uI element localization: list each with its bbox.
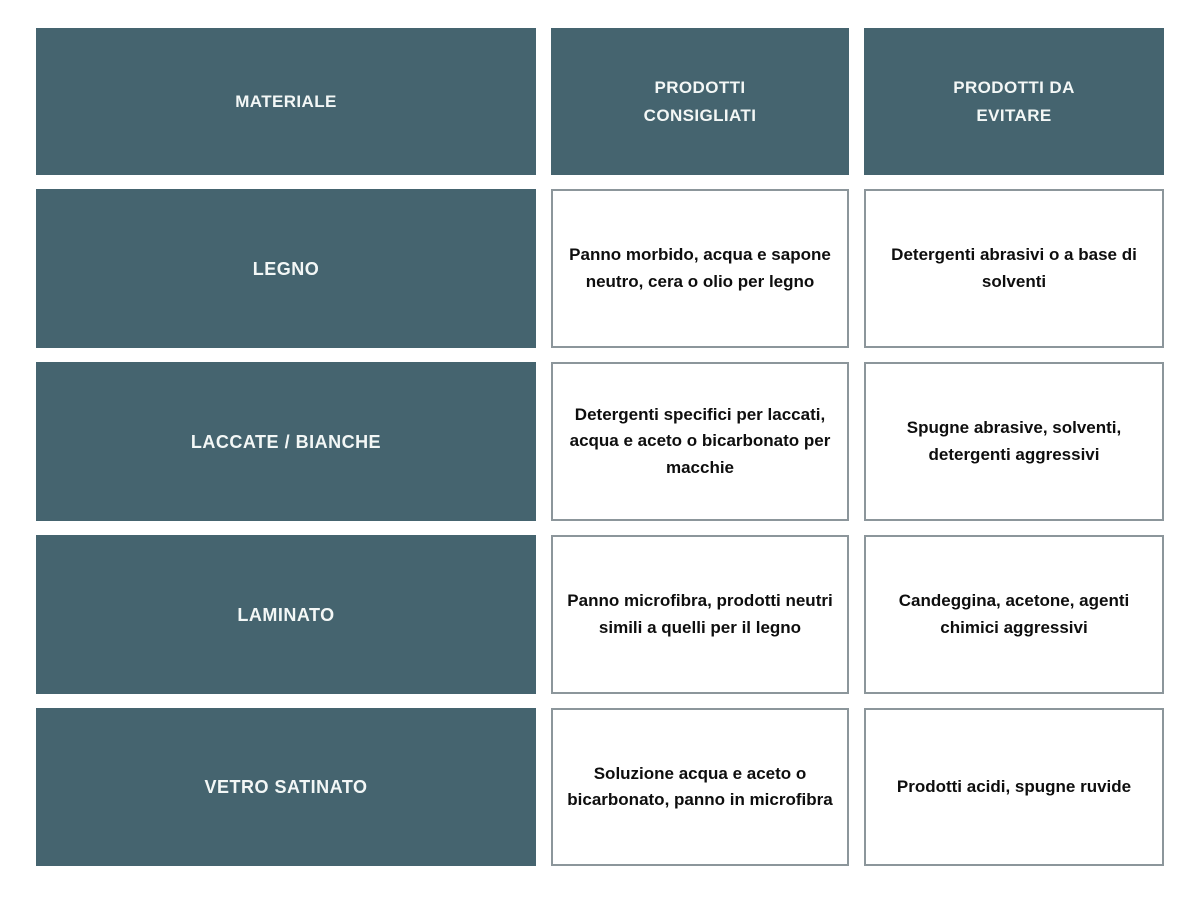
evitare-cell-laccate-bianche: [864, 362, 1164, 521]
material-cell-legno: [36, 189, 536, 348]
material-label: LEGNO: [252, 258, 320, 279]
evitare-text: Candeggina, acetone, agenti chimici aggressivi: [898, 591, 1130, 637]
material-cell-laminato: [36, 535, 536, 694]
header-label-prodotti-consigliati: PRODOTTI CONSIGLIATI: [643, 77, 757, 125]
evitare-cell-vetro-satinato: [864, 708, 1164, 866]
evitare-cell-legno: [864, 189, 1164, 348]
evitare-cell-laminato: [864, 535, 1164, 694]
consigliati-text: Detergenti specifici per laccati, acqua e aceto o bicarbonato per macchie: [569, 404, 831, 477]
material-cell-vetro-satinato: [36, 708, 536, 866]
consigliati-text: Panno morbido, acqua e sapone neutro, cera o olio per legno: [569, 245, 831, 291]
evitare-text: Detergenti abrasivi o a base di solventi: [891, 245, 1137, 291]
material-label: VETRO SATINATO: [204, 777, 368, 797]
material-cell-laccate-bianche: [36, 362, 536, 521]
consigliati-cell-legno: [551, 189, 849, 348]
header-cell-materiale: [36, 28, 536, 175]
consigliati-cell-laminato: [551, 535, 849, 694]
header-label-materiale: MATERIALE: [235, 91, 337, 111]
material-label: LAMINATO: [237, 604, 335, 625]
consigliati-cell-laccate-bianche: [551, 362, 849, 521]
cleaning-products-table: [36, 28, 1164, 866]
evitare-text: Spugne abrasive, solventi, detergenti aggressivi: [906, 418, 1122, 464]
header-cell-prodotti-da-evitare: [864, 28, 1164, 175]
header-label-prodotti-da-evitare: PRODOTTI DA EVITARE: [953, 77, 1075, 125]
evitare-text: Prodotti acidi, spugne ruvide: [896, 776, 1132, 796]
material-label: LACCATE / BIANCHE: [190, 431, 382, 452]
consigliati-text: Panno microfibra, prodotti neutri simili a quelli per il legno: [567, 591, 833, 637]
consigliati-cell-vetro-satinato: [551, 708, 849, 866]
header-cell-prodotti-consigliati: [551, 28, 849, 175]
consigliati-text: Soluzione acqua e aceto o bicarbonato, panno in microfibra: [567, 763, 833, 809]
